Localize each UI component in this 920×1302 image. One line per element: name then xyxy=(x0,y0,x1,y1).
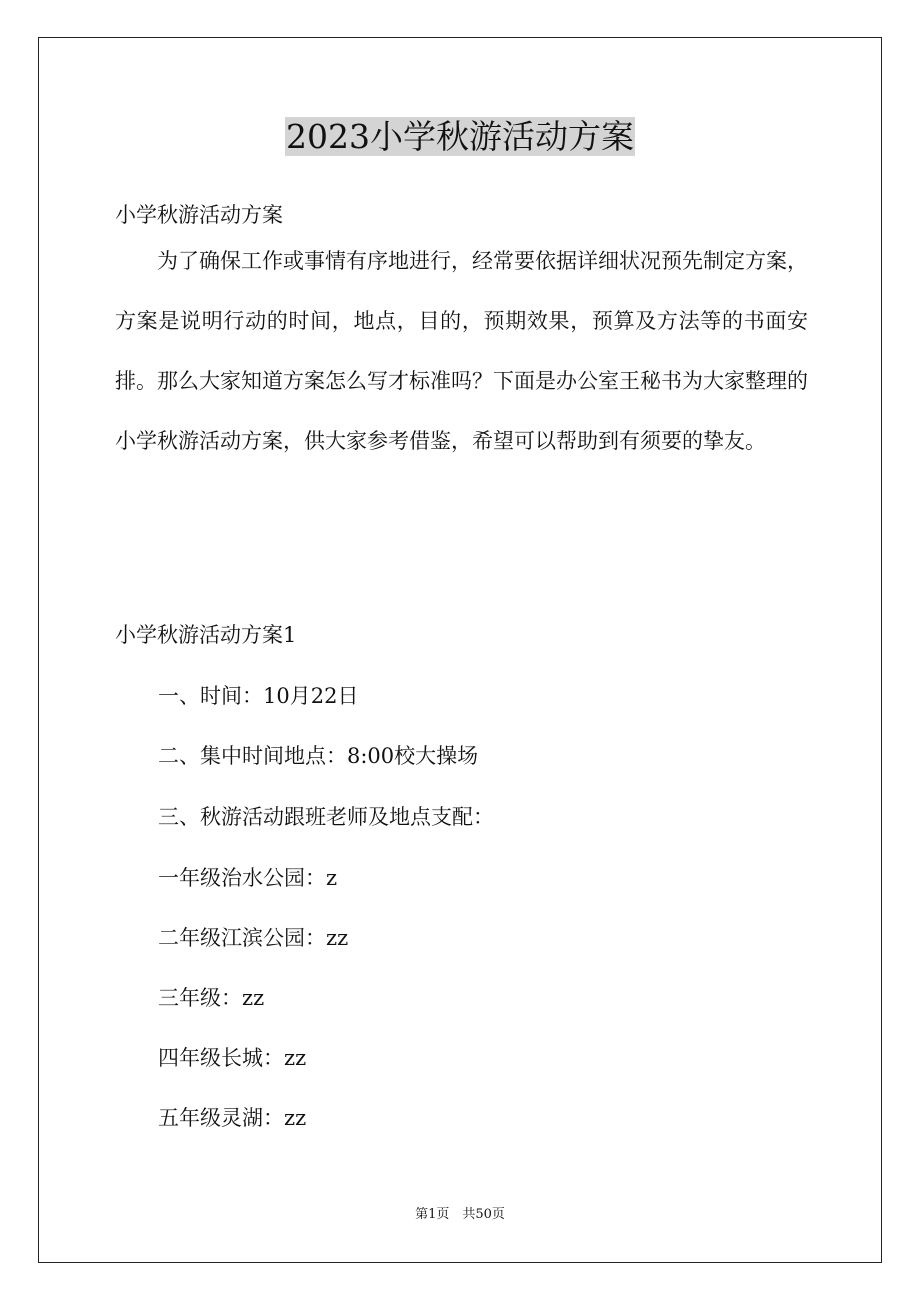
list-item: 一、时间：10月22日 xyxy=(158,684,359,708)
list-item: 五年级灵湖：zz xyxy=(158,1106,307,1130)
list-item: 三、秋游活动跟班老师及地点支配： xyxy=(158,805,494,829)
document-title xyxy=(0,112,920,162)
list-item: 三年级：zz xyxy=(158,986,265,1010)
document-subtitle: 小学秋游活动方案 xyxy=(115,203,283,227)
list-item: 一年级治水公园：z xyxy=(158,866,338,890)
document-title-text: 2023小学秋游活动方案 xyxy=(286,117,634,156)
list-item: 四年级长城：zz xyxy=(158,1046,307,1070)
list-item: 二、集中时间地点：8:00校大操场 xyxy=(158,744,479,768)
list-item: 二年级江滨公园：zz xyxy=(158,926,349,950)
intro-paragraph: 为了确保工作或事情有序地进行，经常要依据详细状况预先制定方案，方案是说明行动的时间，地点，目的，预期效果，预算及方法等的书面安排。那么大家知道方案怎么写才标准吗？下面是办公室王秘书为大家整理的小学秋游活动方案，供大家参考借鉴，希望可以帮助到有须要的挚友。 xyxy=(115,249,808,453)
section-heading: 小学秋游活动方案1 xyxy=(115,623,297,647)
page-footer: 第1页 共50页 xyxy=(415,1207,505,1222)
